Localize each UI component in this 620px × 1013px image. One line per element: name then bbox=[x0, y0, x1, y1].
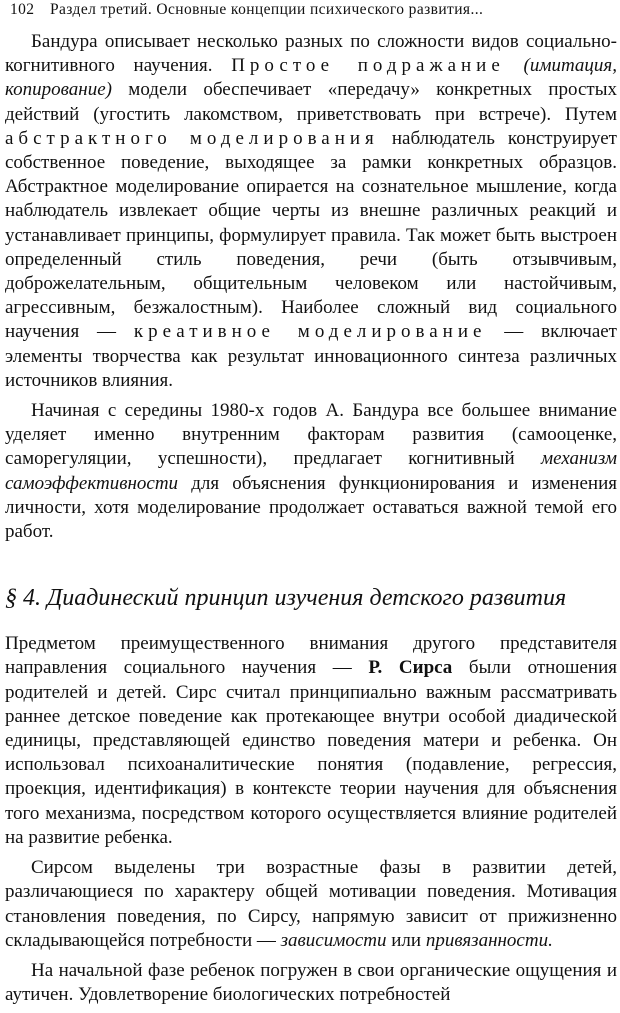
text-span: Начиная с середины 1980-х годов А. Бандура все большее внимание уделяет именно внутренним факторам развития (самооценке, саморегуляции, успешности), предлагает когнитивный bbox=[5, 400, 617, 470]
bold-name-sears: Р. Сирса bbox=[368, 657, 453, 679]
paragraph-3 bbox=[5, 632, 617, 850]
text-span: или bbox=[386, 929, 426, 951]
text-span: На начальной фазе ребенок погружен в свои органические ощущения и аутичен. Удовлетворение биологических потребностей bbox=[5, 959, 617, 1006]
italic-term-dependence: зависимости bbox=[280, 929, 387, 951]
text-span: наблюдатель конструирует собственное поведение, выходящее за рамки конкретных образцов. Абстрактное моделирование опирается на сознательное мышление, когда наблюдатель извлекает общие черты из внешне различных реакций и устанавливает принципы, формулирует правила. Так может быть выстроен определенный стиль поведения, речи (быть отзывчивым, доброжелательным, общительным человеком или настойчивым, агрессивным, безжалостным). Наиболее сложный вид социального научения — bbox=[5, 127, 617, 343]
running-title: Раздел третий. Основные концепции психического развития... bbox=[50, 1, 484, 18]
italic-term-self-efficacy: механизм самоэффективности bbox=[5, 448, 617, 494]
page-number: 102 bbox=[10, 1, 35, 18]
text-span: Сирсом выделены три возрастные фазы в развитии детей, различающиеся по характеру общей мотивации поведения. Мотивация становления поведения, по Сирсу, напрямую зависит от прижизненно складывающейся потребности — bbox=[5, 857, 617, 951]
paragraph-1 bbox=[5, 30, 617, 393]
italic-term-attachment: привязанности. bbox=[425, 929, 553, 951]
paragraph-2 bbox=[5, 399, 617, 544]
spaced-term-creative-modeling: креативное моделирование bbox=[133, 321, 487, 343]
spaced-term-abstract-modeling: абстрактного моделирования bbox=[5, 127, 379, 149]
spaced-term-simple-imitation: Простое подражание bbox=[231, 55, 505, 77]
paragraph-5 bbox=[5, 959, 617, 1007]
running-header bbox=[10, 1, 610, 19]
section-heading: § 4. Диадинеский принцип изучения детского развития bbox=[5, 585, 567, 612]
text-span: были отношения родителей и детей. Сирс считал принципиально важным рассматривать раннее детское поведение как протекающее внутри особой диадической единицы, представляющей единство поведения матери и ребенка. Он использовал психоаналитические понятия (подавление, регрессия, проекция, идентификация) в контексте теории научения для объяснения того механизма, посредством которого осуществляется влияние родителей на развитие ребенка. bbox=[5, 657, 617, 848]
text-span: — включает элементы творчества как результат инновационного синтеза различных источников влияния. bbox=[5, 321, 617, 391]
italic-term: (имитация, копирование) bbox=[5, 55, 617, 101]
text-span: Бандура описывает несколько разных по сложности видов социально-когнитивного научения. bbox=[5, 31, 617, 77]
text-span: модели обеспечивает «передачу» конкретных простых действий (угостить лакомством, приветствовать при встрече). Путем bbox=[5, 79, 617, 125]
text-span: для объяснения функционирования и изменения личности, хотя моделирование продолжает оставаться важной темой его работ. bbox=[5, 472, 617, 543]
page-body bbox=[5, 30, 617, 1013]
text-span: Предметом преимущественного внимания другого представителя направления социального научения — bbox=[5, 633, 617, 679]
paragraph-4 bbox=[5, 856, 617, 953]
